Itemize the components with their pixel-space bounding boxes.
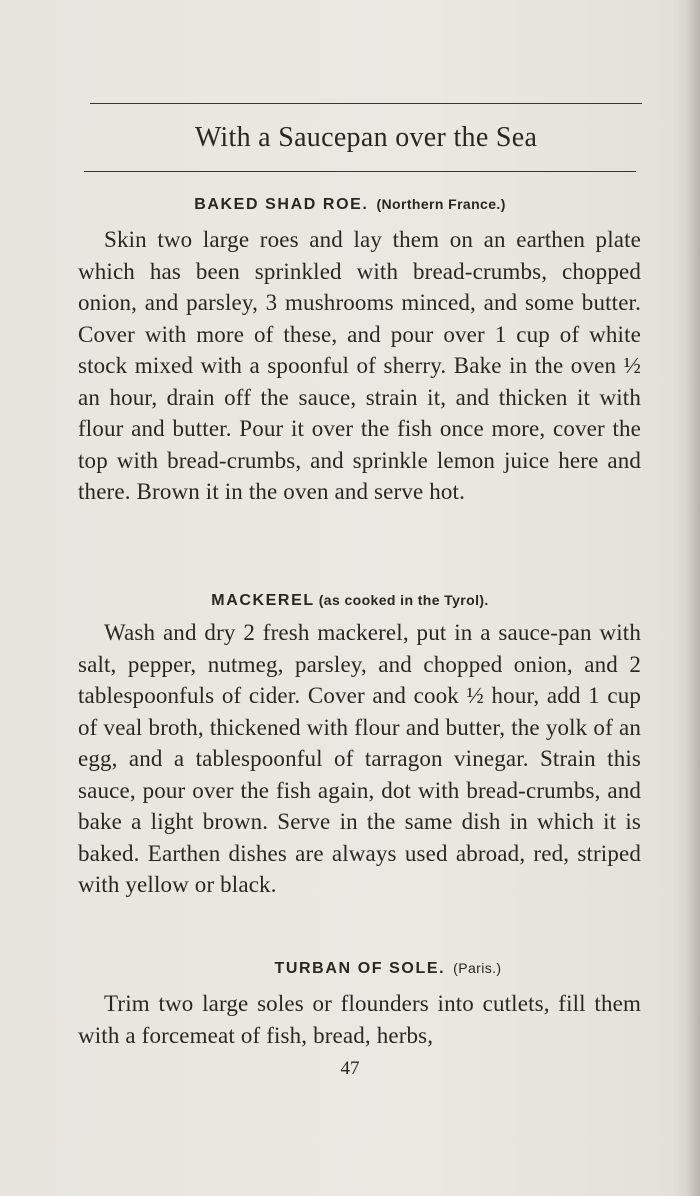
recipe-heading-shad-roe: [0, 196, 700, 214]
recipe-heading-mackerel: [0, 592, 700, 610]
recipe-title: TURBAN OF SOLE.: [274, 960, 446, 977]
recipe-body-mackerel: [78, 617, 641, 901]
recipe-text: Trim two large soles or flounders into cutlets, fill them with a forcemeat of fish, bread, herbs,: [78, 991, 641, 1048]
header-rule-top: [90, 103, 642, 104]
running-head: With a Saucepan over the Sea: [194, 122, 538, 153]
recipe-origin: (as cooked in the Tyrol).: [318, 592, 489, 608]
recipe-text: Skin two large roes and lay them on an earthen plate which has been sprinkled with bread-crumbs, chopped onion, and parsley, 3 mushrooms minced, and some butter. Cover with more of these, and pour over 1 cup of white stock mixed with a spoonful of sherry. Bake in the oven ½ an hour, drain off the sauce, strain it, and thicken it with flour and butter. Pour it over the fish once more, cover the top with bread-crumbs, and sprinkle lemon juice here and there. Brown it in the oven and serve hot.: [78, 227, 641, 504]
recipe-title: BAKED SHAD ROE.: [194, 196, 369, 213]
recipe-origin: (Northern France.): [376, 196, 506, 212]
header-rule-bottom: [84, 171, 636, 172]
recipe-title: MACKEREL: [211, 592, 315, 609]
recipe-text: Wash and dry 2 fresh mackerel, put in a sauce-pan with salt, pepper, nutmeg, parsley, and chopped onion, and 2 tablespoonfuls of cider. Cover and cook ½ hour, add 1 cup of veal broth, thickened with flour and butter, the yolk of an egg, and a tablespoonful of tarragon vinegar. Strain this sauce, pour over the fish again, dot with bread-crumbs, and bake a light brown. Serve in the same dish in which it is baked. Earthen dishes are always used abroad, red, striped with yellow or black.: [78, 620, 641, 897]
recipe-heading-turban-of-sole: [38, 960, 700, 978]
recipe-body-shad-roe: [78, 224, 641, 508]
recipe-origin: (Paris.): [453, 960, 502, 976]
page-number: 47: [340, 1058, 360, 1079]
recipe-body-turban-of-sole: [78, 988, 641, 1051]
